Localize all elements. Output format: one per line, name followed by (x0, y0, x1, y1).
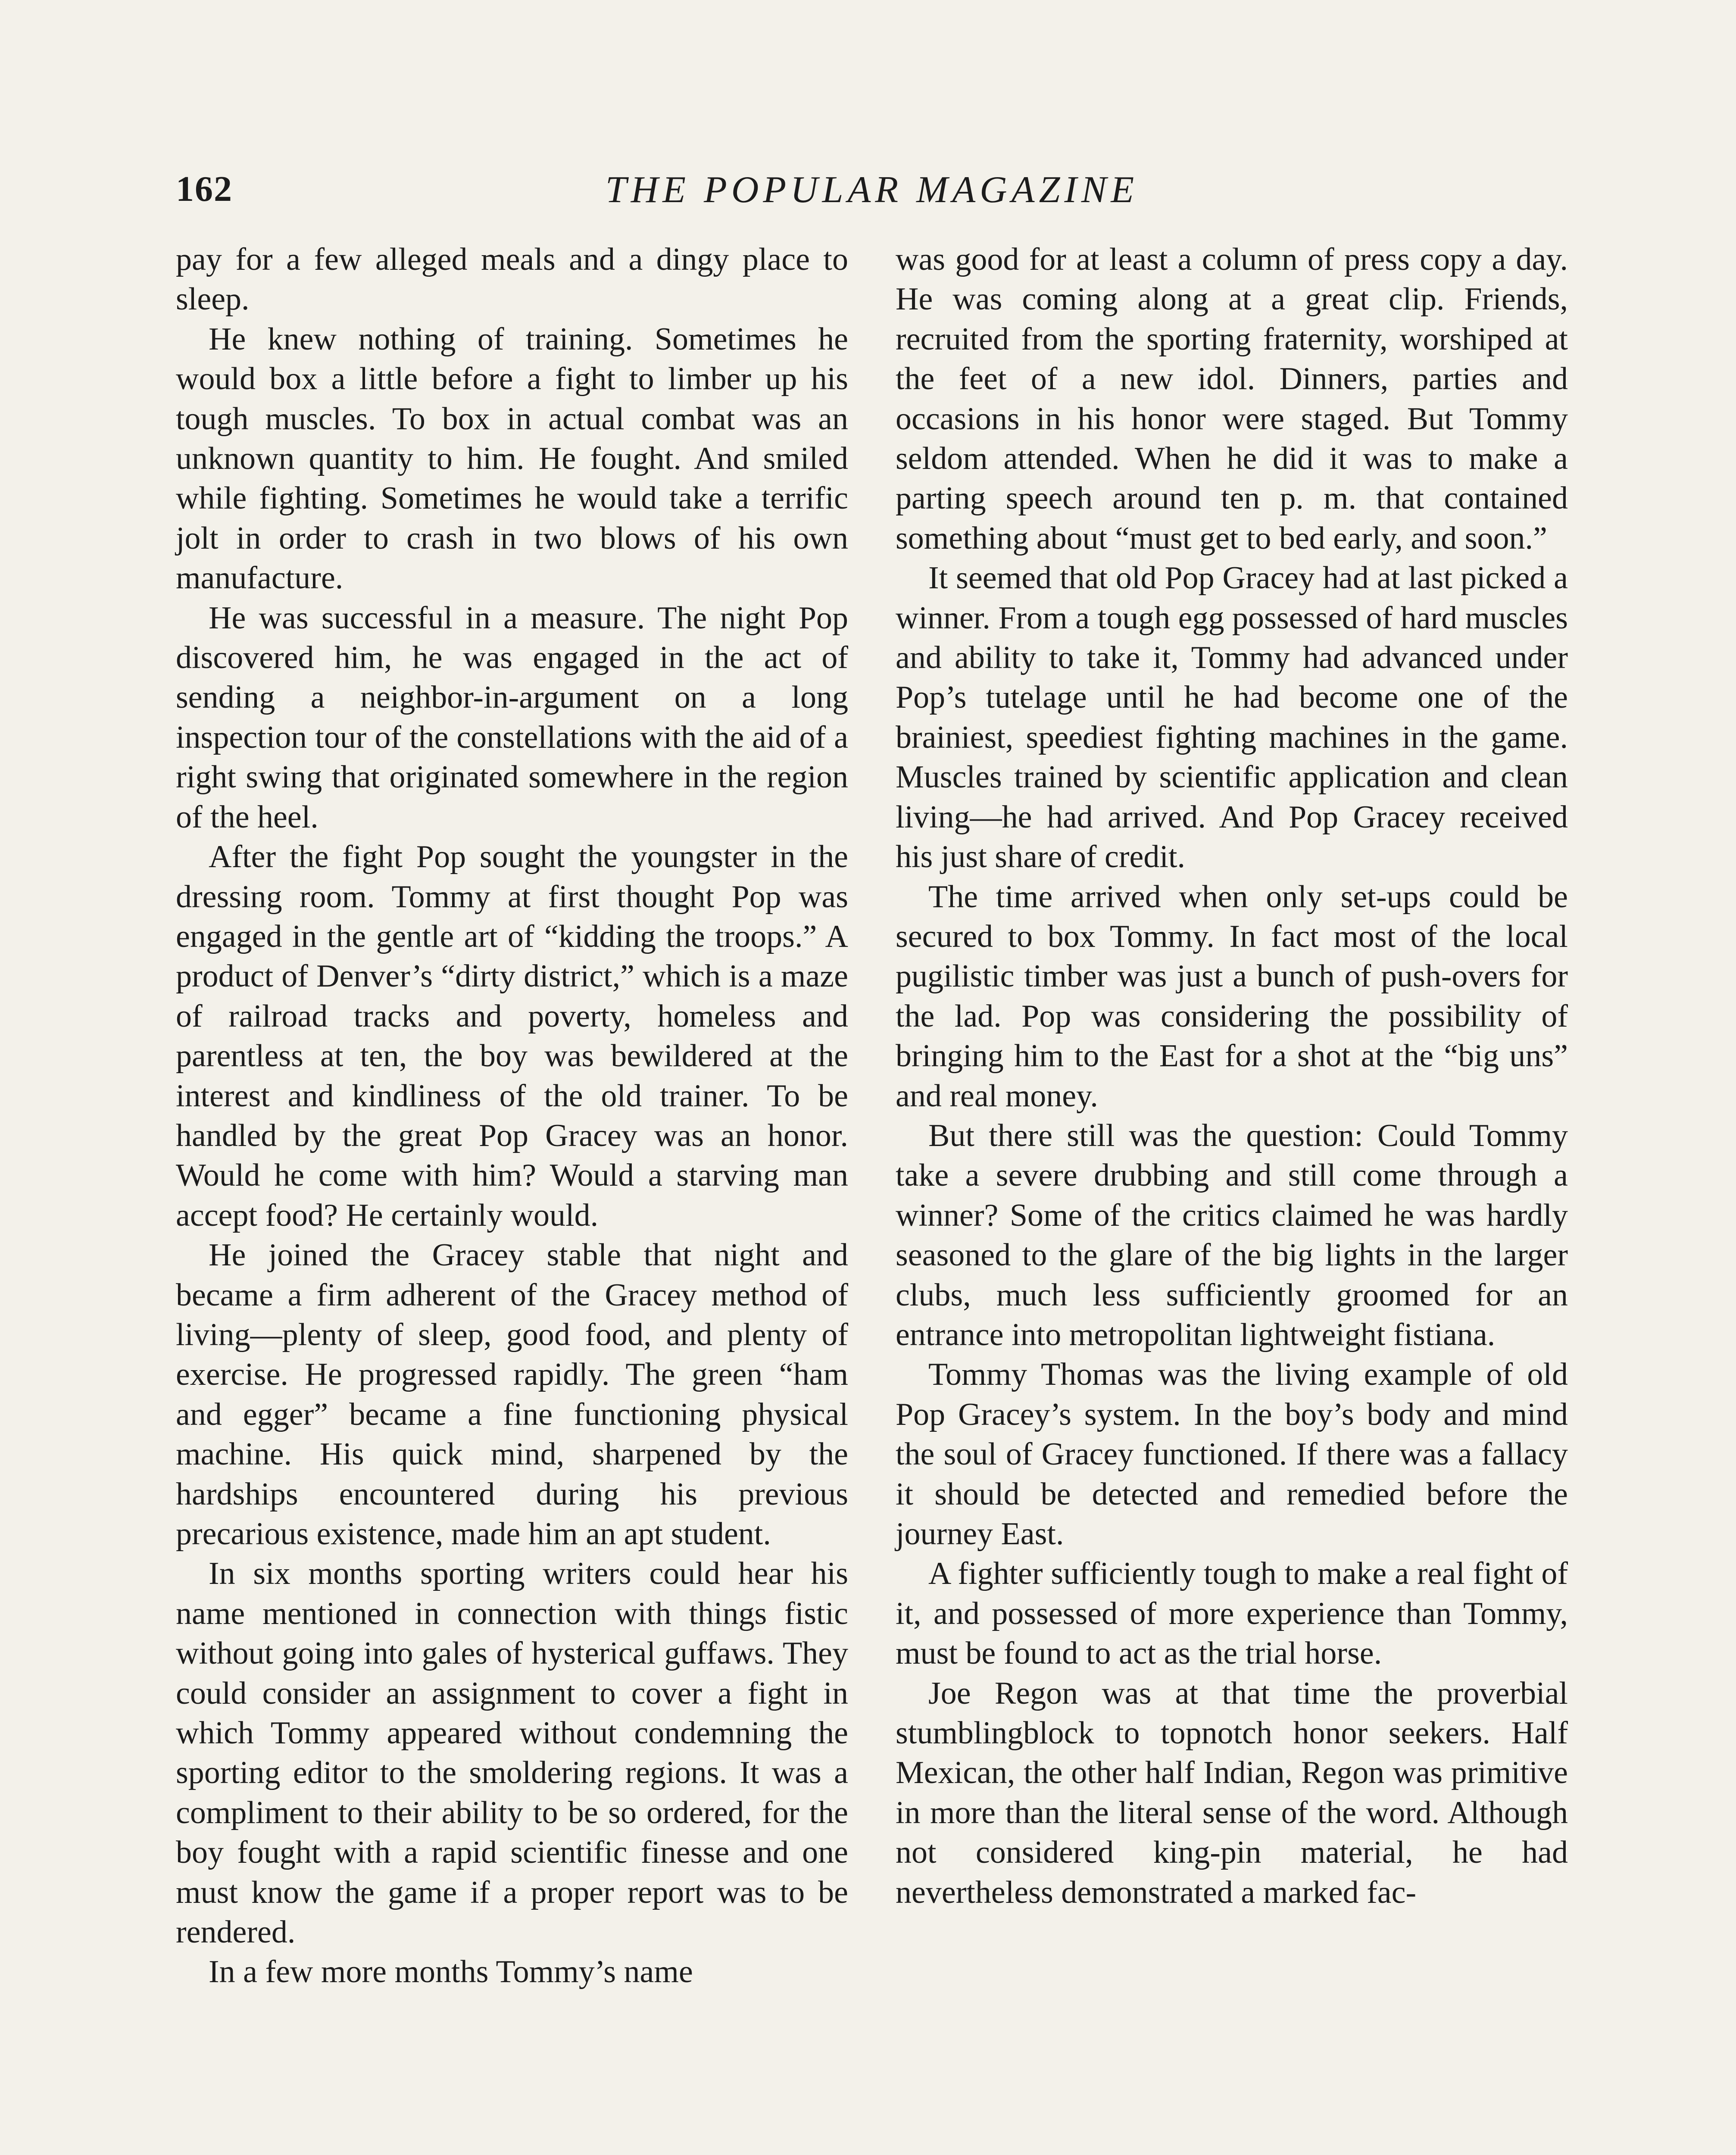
page-number: 162 (176, 169, 233, 209)
paragraph: But there still was the question: Could Tommy take a severe drubbing and still come through a winner? Some of the critics claimed he was hardly seasoned to the glare of the big lights in the larger clubs, much less sufficiently groomed for an entrance into metropolitan lightweight fistiana. (896, 1118, 1568, 1352)
paragraph: He joined the Gracey stable that night and became a firm adherent of the Gracey method of living—plenty of sleep, good food, and plenty of exercise. He progressed rapidly. The green “ham and egger” became a fine functioning physical machine. His quick mind, sharpened by the hardships encountered during his previous precarious existence, made him an apt student. (176, 1237, 848, 1552)
paragraph: It seemed that old Pop Gracey had at last picked a winner. From a tough egg possessed of hard muscles and ability to take it, Tommy had advanced under Pop’s tutelage until he had become one of the brainiest, speediest fighting machines in the game. Muscles trained by scientific application and clean living—he had arrived. And Pop Gracey received his just share of credit. (896, 560, 1568, 875)
paragraph: In a few more months Tommy’s name (209, 1954, 693, 1990)
paragraph: was good for at least a column of press copy a day. He was coming along at a great clip. Friends, recruited from the sporting fraternity, worshiped at the feet of a new idol. Dinners, parties and occasions in his honor were staged. But Tommy seldom attended. When he did it was to make a parting speech around ten p. m. that contained something about “must get to bed early, and soon.” (896, 242, 1568, 556)
paragraph: He was successful in a measure. The night Pop discovered him, he was engaged in the act of sending a neighbor-in-argument on a long inspection tour of the constellations with the aid of a right swing that originated somewhere in the region of the heel. (176, 600, 848, 835)
left-column (176, 240, 848, 1992)
paragraph: Tommy Thomas was the living example of old Pop Gracey’s system. In the boy’s body and mind the soul of Gracey functioned. If there was a fallacy it should be detected and remedied before the journey East. (896, 1357, 1568, 1552)
paragraph: pay for a few alleged meals and a dingy place to sleep. (176, 242, 848, 317)
right-column (896, 240, 1568, 1912)
paragraph: Joe Regon was at that time the proverbial stumblingblock to topnotch honor seekers. Half Mexican, the other half Indian, Regon was primitive in more than the literal sense of the word. Although not considered king-pin material, he had nevertheless demonstrated a marked fac- (896, 1675, 1568, 1910)
paragraph: In six months sporting writers could hear his name mentioned in connection with things fistic without going into gales of hysterical guffaws. They could consider an assignment to cover a fight in which Tommy appeared without condemning the sporting editor to the smoldering regions. It was a compliment to their ability to be so ordered, for the boy fought with a rapid scientific finesse and one must know the game if a proper report was to be rendered. (176, 1556, 848, 1950)
page-header (176, 164, 1568, 224)
paragraph: A fighter sufficiently tough to make a real fight of it, and possessed of more experience than Tommy, must be found to act as the trial horse. (896, 1556, 1568, 1671)
paragraph: After the fight Pop sought the youngster in the dressing room. Tommy at first thought Pop was engaged in the gentle art of “kidding the troops.” A product of Denver’s “dirty district,” which is a maze of railroad tracks and poverty, homeless and parentless at ten, the boy was bewildered at the interest and kindliness of the old trainer. To be handled by the great Pop Gracey was an honor. Would he come with him? Would a starving man accept food? He certainly would. (176, 839, 848, 1233)
paragraph: He knew nothing of training. Sometimes he would box a little before a fight to limber up his tough muscles. To box in actual combat was an unknown quantity to him. He fought. And smiled while fighting. Sometimes he would take a terrific jolt in order to crash in two blows of his own manufacture. (176, 321, 848, 596)
paragraph: The time arrived when only set-ups could be secured to box Tommy. In fact most of the local pugilistic timber was just a bunch of push-overs for the lad. Pop was considering the possibility of bringing him to the East for a shot at the “big uns” and real money. (896, 879, 1568, 1114)
running-title: THE POPULAR MAGAZINE (605, 169, 1139, 211)
